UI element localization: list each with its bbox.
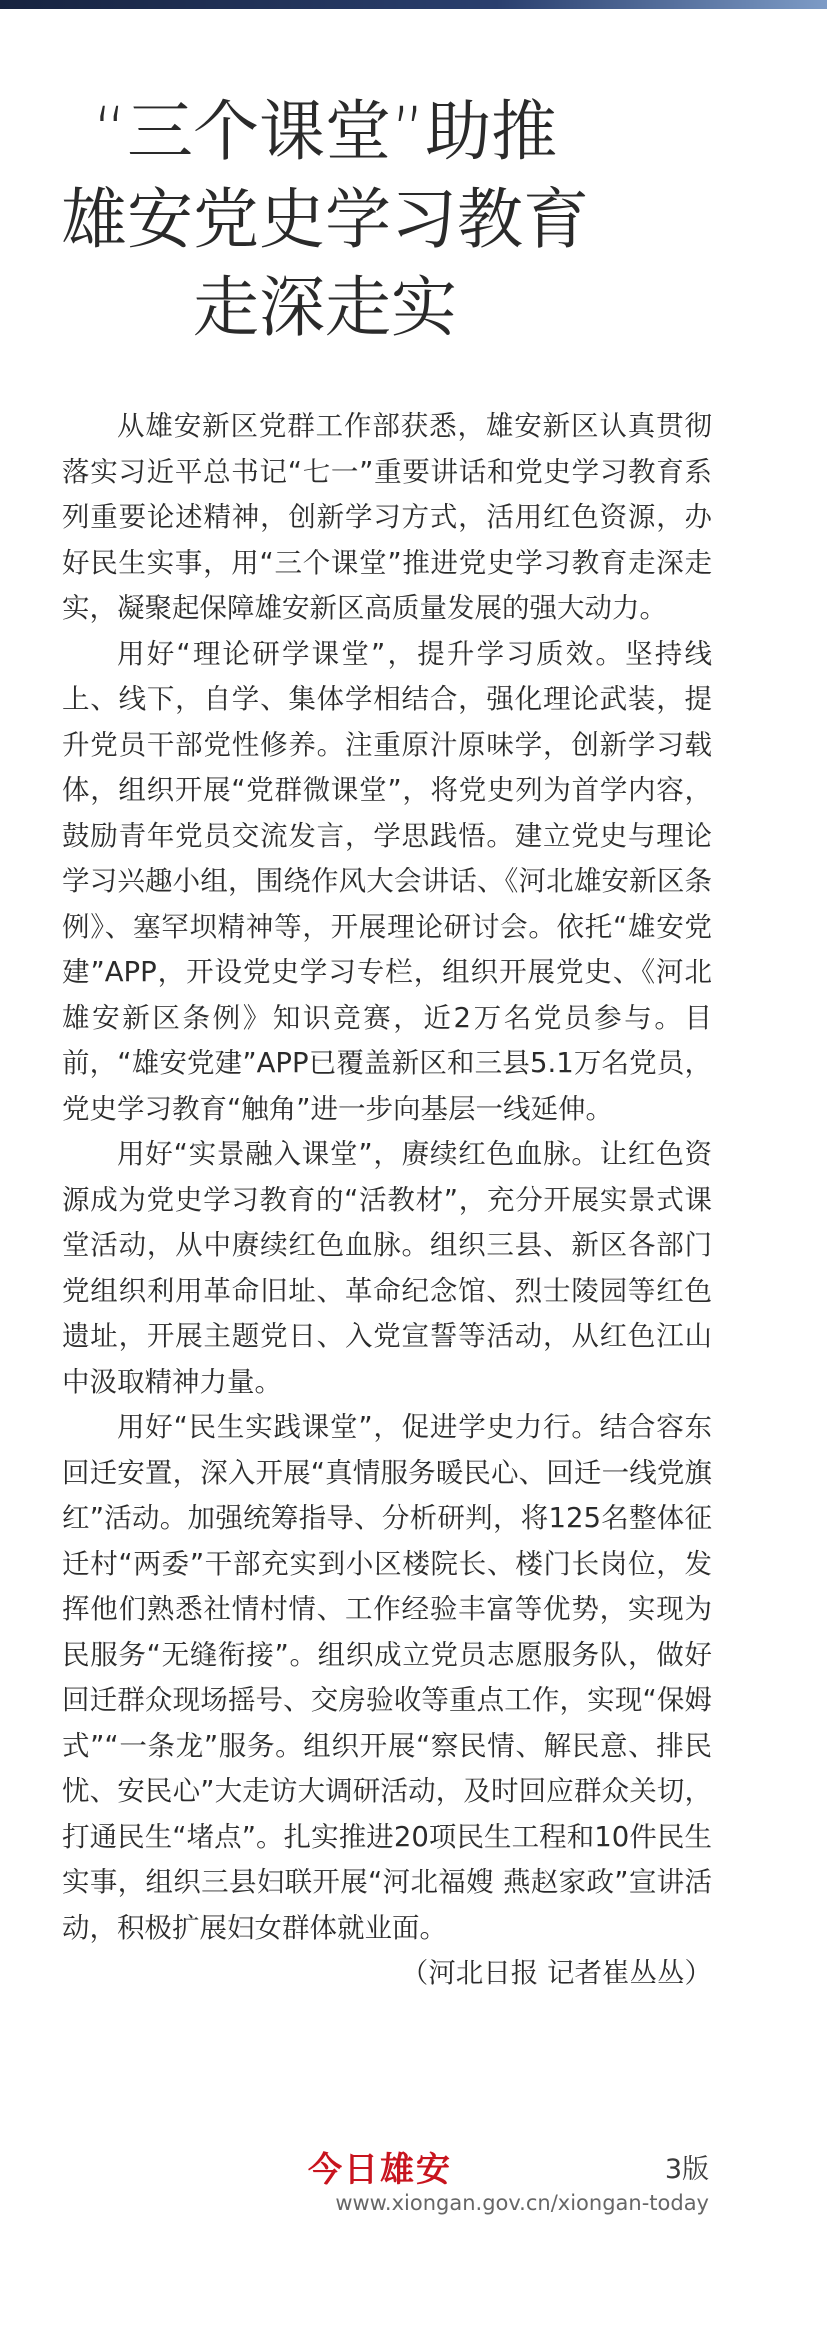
headline-line-1: “三个课堂”助推 bbox=[92, 93, 558, 170]
paragraph-theory-classroom: 用好“理论研学课堂”，提升学习质效。坚持线上、线下，自学、集体学相结合，强化理论武装，提升党员干部党性修养。注重原汁原味学，创新学习载体，组织开展“党群微课堂”，将党史列为首学内容，鼓励青年党员交流发言，学思践悟。建立党史与理论学习兴趣小组，围绕作风大会讲话、《河北雄安新区条例》、塞罕坝精神等，开展理论研讨会。依托“雄安党建”APP，开设党史学习专栏，组织开展党史、《河北雄安新区条例》知识竞赛，近2万名党员参与。目前，“雄安党建”APP已覆盖新区和三县5.1万名党员，党史学习教育“触角”进一步向基层一线延伸。 bbox=[62, 637, 712, 1125]
brand-logo-jinri-xiongan: 今日雄安 bbox=[308, 2150, 452, 2190]
article-body bbox=[62, 404, 712, 1997]
paragraph-practice-text: 用好“民生实践课堂”，促进学史力行。结合容东回迁安置，深入开展“真情服务暖民心、回迁一线党旗红”活动。加强统筹指导、分析研判，将125名整体征迁村“两委”干部充实到小区楼院长、楼门长岗位，发挥他们熟悉社情村情、工作经验丰富等优势，实现为民服务“无缝衔接”。组织成立党员志愿服务队，做好回迁群众现场摇号、交房验收等重点工作，实现“保姆式”“一条龙”服务。组织开展“察民情、解民意、排民忧、安民心”大走访大调研活动，及时回应群众关切，打通民生“堵点”。扎实推进20项民生工程和10件民生实事，组织三县妇联开展“河北福嫂 燕赵家政”宣讲活动，积极扩展妇女群体就业面。 bbox=[62, 1411, 712, 1944]
paragraph-practice-classroom bbox=[62, 1405, 712, 1989]
paragraph-scene-classroom: 用好“实景融入课堂”，赓续红色血脉。让红色资源成为党史学习教育的“活教材”，充分开展实景式课堂活动，从中赓续红色血脉。组织三县、新区各部门党组织利用革命旧址、革命纪念馆、烈士陵园等红色遗址，开展主题党日、入党宣誓等活动，从红色江山中汲取精神力量。 bbox=[62, 1138, 712, 1398]
page-number: 3版 bbox=[664, 2154, 709, 2185]
paragraph-intro: 从雄安新区党群工作部获悉，雄安新区认真贯彻落实习近平总书记“七一”重要讲话和党史学习教育系列重要论述精神，创新学习方式，活用红色资源，办好民生实事，用“三个课堂”推进党史学习教育走深走实，凝聚起保障雄安新区高质量发展的强大动力。 bbox=[62, 410, 712, 624]
headline-line-2: 雄安党史学习教育 bbox=[61, 181, 589, 258]
headline-line-3: 走深走实 bbox=[193, 269, 457, 346]
top-decorative-bar bbox=[0, 0, 827, 9]
article-headline bbox=[0, 88, 650, 352]
website-url: www.xiongan.gov.cn/xiongan-today bbox=[335, 2191, 709, 2215]
article-byline: （河北日报 记者崔丛丛） bbox=[400, 1957, 712, 1989]
